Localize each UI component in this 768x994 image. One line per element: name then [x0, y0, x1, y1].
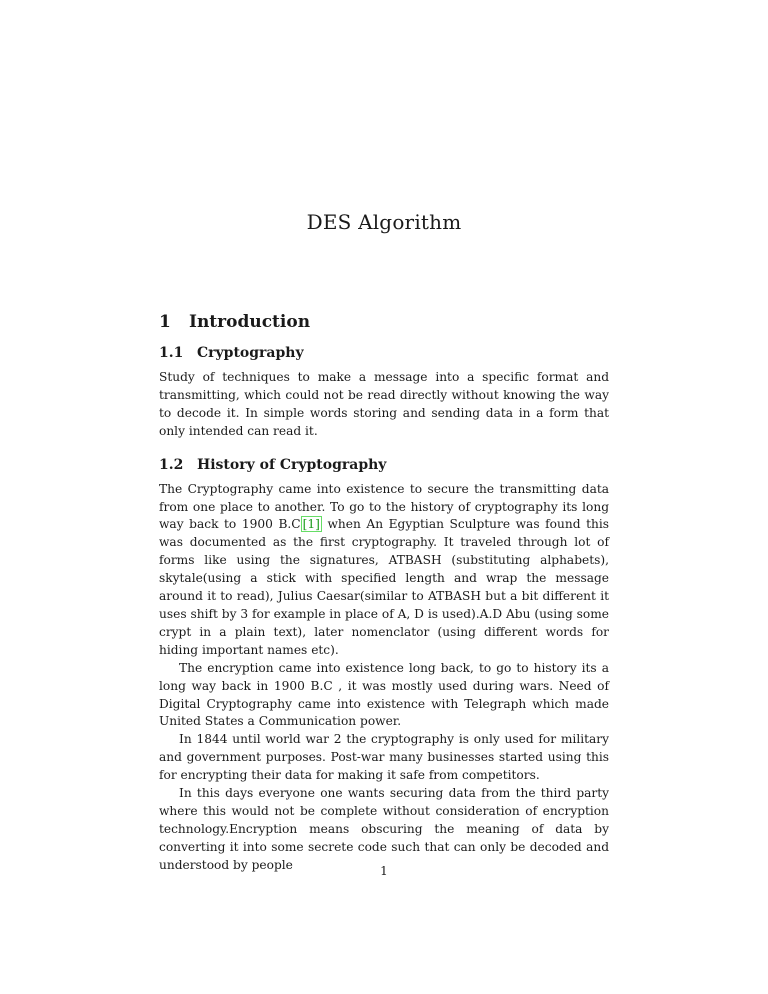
cryptography-paragraph: Study of techniques to make a message into a specific format and transmitting, which could not be read directly without knowing the way to decode it. In simple words storing and sending data in a form that only intended can read it. [159, 370, 609, 438]
history-paragraph-4: In this days everyone one wants securing data from the third party where this would not be complete without consideration of encryption technology.Encryption means obscuring the meaning of data by converting it into some secrete code such that can only be decoded and understood by people [159, 786, 609, 872]
section-heading-introduction [159, 311, 609, 333]
subsection-number: 1.2 [159, 456, 184, 473]
subsection-number: 1.1 [159, 345, 184, 361]
subsection-heading-cryptography [159, 343, 609, 363]
subsection-title: Cryptography [197, 345, 304, 361]
section-title: Introduction [189, 312, 311, 332]
history-paragraph-2: The encryption came into existence long back, to go to history its a long way back in 1900 B.C , it was mostly used during wars. Need of Digital Cryptography came into existence with Telegraph which made United States a Communication power. [159, 660, 609, 729]
history-paragraph-1 [159, 481, 609, 660]
history-p1-text-a: The Cryptography came into existence to secure the transmitting data from one place to another. To go to the history of cryptography its long way back to 1900 B.C [159, 481, 609, 532]
subsection-heading-history [159, 455, 609, 475]
history-p1-text-b: when An Egyptian Sculpture was found this was documented as the first cryptography. It traveled through lot of forms like using the signatures, ATBASH (substituting alphabets), skytale(using a stick with specified length and wrap the message around it to read), Julius Caesar(similar to ATBASH but a bit different it uses shift by 3 for example in place of A, D is used).A.D Abu (using some crypt in a plain text), later nomenclator (using different words for hiding important names etc). [159, 517, 609, 657]
document-body [159, 311, 609, 875]
section-number: 1 [159, 312, 171, 332]
page-number: 1 [380, 864, 388, 878]
citation-link[interactable]: [1] [302, 517, 320, 532]
subsection-title: History of Cryptography [197, 456, 387, 473]
history-paragraph-3: In 1844 until world war 2 the cryptography is only used for military and government purposes. Post-war many businesses started using this for encrypting their data for making it safe from competitors. [159, 732, 609, 783]
document-title: DES Algorithm [306, 210, 462, 234]
